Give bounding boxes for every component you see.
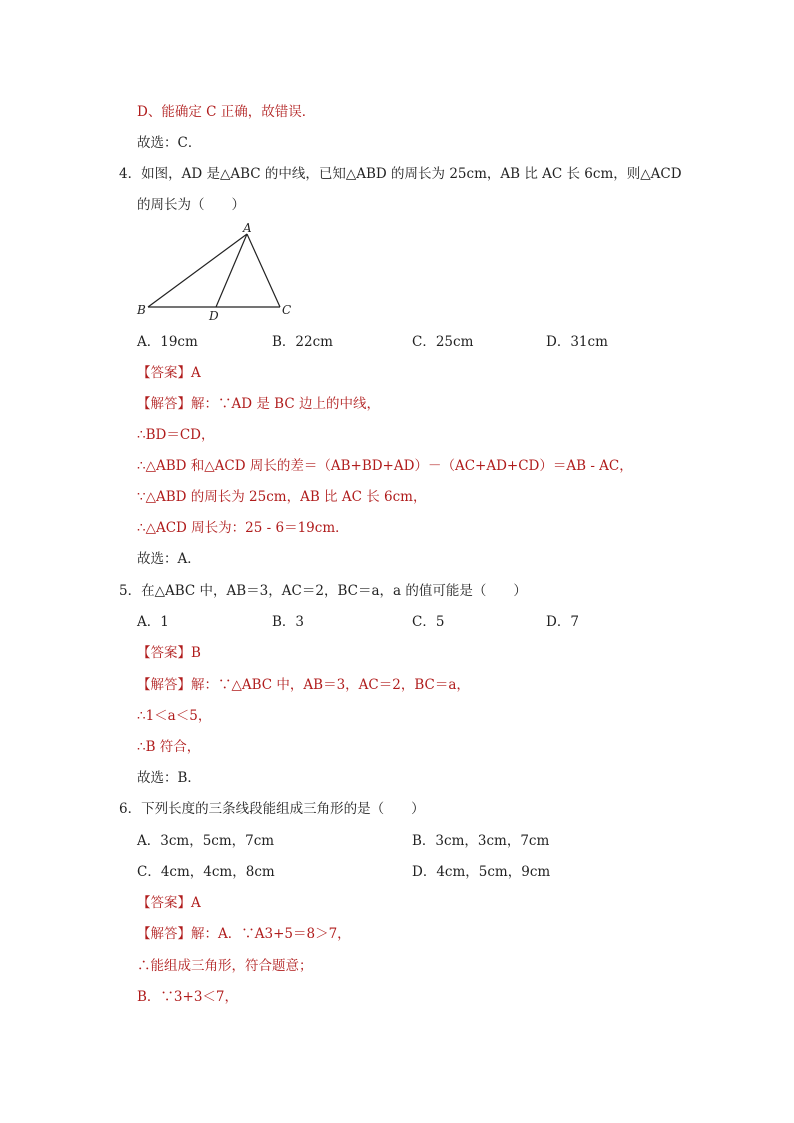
q4-stem-line2: 的周长为（ ）	[137, 197, 245, 213]
q4-triangle-figure	[135, 220, 305, 325]
q4-choice: 故选：A．	[137, 551, 201, 567]
q4-option-b: B．22cm	[272, 334, 333, 350]
q4-answer: 【答案】A	[137, 365, 201, 381]
q5-option-a: A．1	[137, 614, 169, 630]
q4-stem-line1: 4．如图，AD 是△ABC 的中线，已知△ABD 的周长为 25cm，AB 比 AC 长 6cm，则△ACD	[119, 166, 682, 182]
q6-solution-line3: B．∵3+3＜7，	[137, 989, 238, 1005]
q5-option-c: C．5	[412, 614, 445, 630]
q6-solution-line2: ∴能组成三角形，符合题意；	[137, 958, 313, 974]
q4-option-a: A．19cm	[137, 334, 198, 350]
q5-solution-line3: ∴B 符合，	[137, 739, 201, 755]
vertex-label-b: B	[137, 303, 146, 317]
q5-stem: 5．在△ABC 中，AB＝3，AC＝2，BC＝a，a 的值可能是（ ）	[119, 583, 527, 599]
vertex-label-a: A	[243, 221, 252, 235]
q6-option-b: B．3cm，3cm，7cm	[412, 833, 550, 849]
q6-solution-line1: 【解答】解：A．∵A3+5＝8＞7，	[137, 926, 351, 942]
q5-option-d: D．7	[546, 614, 579, 630]
q4-solution-line3: ∴△ABD 和△ACD 周长的差＝（AB+BD+AD）－（AC+AD+CD）＝AB - AC，	[137, 458, 633, 474]
q4-solution-line4: ∵△ABD 的周长为 25cm，AB 比 AC 长 6cm，	[137, 489, 427, 505]
vertex-label-c: C	[282, 303, 292, 317]
q4-solution-line5: ∴△ACD 周长为：25 - 6＝19cm．	[137, 520, 349, 536]
q5-choice: 故选：B．	[137, 770, 201, 786]
q5-answer: 【答案】B	[137, 645, 201, 661]
q4-solution-line2: ∴BD＝CD，	[137, 427, 215, 443]
q4-solution-line1: 【解答】解：∵AD 是 BC 边上的中线，	[137, 396, 380, 412]
q4-option-d: D．31cm	[546, 334, 608, 350]
segment-ac	[247, 234, 280, 307]
q6-stem: 6．下列长度的三条线段能组成三角形的是（ ）	[119, 801, 425, 817]
q5-solution-line1: 【解答】解：∵△ABC 中，AB＝3，AC＝2，BC＝a，	[137, 677, 470, 693]
q6-answer: 【答案】A	[137, 895, 201, 911]
q6-option-a: A．3cm，5cm，7cm	[137, 833, 275, 849]
prev-option-d-explanation: D、能确定 C 正确，故错误．	[137, 104, 316, 120]
prev-choice: 故选：C．	[137, 135, 202, 151]
q4-option-c: C．25cm	[412, 334, 474, 350]
q6-option-d: D．4cm，5cm，9cm	[412, 864, 551, 880]
q6-option-c: C．4cm，4cm，8cm	[137, 864, 275, 880]
vertex-label-d: D	[209, 309, 219, 323]
q5-option-b: B．3	[272, 614, 305, 630]
q5-solution-line2: ∴1＜a＜5，	[137, 708, 212, 724]
